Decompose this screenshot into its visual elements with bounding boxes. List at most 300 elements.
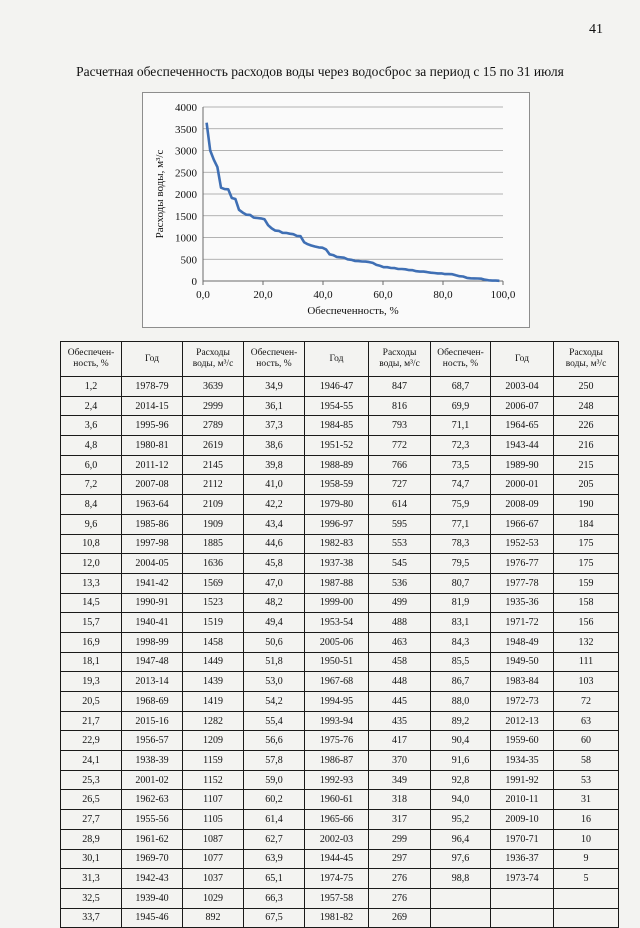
table-row [61,692,619,712]
table-cell: 2015-16 [122,711,183,731]
table-cell: 553 [369,534,431,554]
table-cell: 1972-73 [491,692,554,712]
table-cell: 2999 [183,396,244,416]
table-cell: 97,6 [431,849,491,869]
table-cell: 2109 [183,495,244,515]
table-cell: 297 [369,849,431,869]
table-cell: 55,4 [244,711,305,731]
table-header-text: Год [329,353,344,364]
table-cell: 1999-00 [305,593,369,613]
table-cell: 53 [554,770,619,790]
table-cell: 1909 [183,514,244,534]
table-header-text: Расходы [382,348,417,359]
table-cell: 545 [369,554,431,574]
table-cell: 37,3 [244,416,305,436]
table-cell: 499 [369,593,431,613]
table-row [61,810,619,830]
table-cell: 41,0 [244,475,305,495]
table-cell: 1960-61 [305,790,369,810]
table-cell: 2011-12 [122,455,183,475]
table-cell: 1985-86 [122,514,183,534]
table-cell: 1885 [183,534,244,554]
table-cell: 536 [369,573,431,593]
table-cell: 1159 [183,751,244,771]
table-cell: 1077 [183,849,244,869]
flow-duration-chart [142,92,530,328]
x-tick-label: 20,0 [253,289,273,301]
table-cell: 727 [369,475,431,495]
x-axis-title: Обеспеченность, % [307,305,399,317]
y-tick-label: 0 [191,276,197,288]
table-cell: 1987-88 [305,573,369,593]
table-cell: 1939-40 [122,888,183,908]
table-cell: 25,3 [61,770,122,790]
table-cell: 766 [369,455,431,475]
table-cell: 77,1 [431,514,491,534]
table-cell: 66,3 [244,888,305,908]
table-cell: 1107 [183,790,244,810]
table-cell: 92,8 [431,770,491,790]
table-row [61,436,619,456]
table-cell: 156 [554,613,619,633]
table-cell: 1952-53 [491,534,554,554]
table-cell: 816 [369,396,431,416]
table-cell [554,888,619,908]
table-cell: 184 [554,514,619,534]
table-cell: 1970-71 [491,829,554,849]
table-cell: 1993-94 [305,711,369,731]
table-cell: 86,7 [431,672,491,692]
chart-svg [143,93,529,327]
y-tick-label: 1000 [175,232,197,245]
table-header-text: Обеспечен- [250,348,298,359]
table-cell: 75,9 [431,495,491,515]
table-cell: 2012-13 [491,711,554,731]
table-cell: 1942-43 [122,869,183,889]
table-header-cell [305,342,369,377]
table-header-cell [369,342,431,377]
y-tick-label: 4000 [175,102,197,114]
table-cell: 79,5 [431,554,491,574]
table-cell: 1941-42 [122,573,183,593]
table-cell: 94,0 [431,790,491,810]
table-cell: 60 [554,731,619,751]
table-cell: 1938-39 [122,751,183,771]
table-cell: 62,7 [244,829,305,849]
table-cell: 1105 [183,810,244,830]
document-title: Расчетная обеспеченность расходов воды через водосброс за период с 15 по 31 июля [76,64,564,79]
table-cell: 175 [554,554,619,574]
x-tick-label: 40,0 [313,289,333,301]
table-cell: 1990-91 [122,593,183,613]
table-cell: 445 [369,692,431,712]
table-cell: 88,0 [431,692,491,712]
table-cell: 1988-89 [305,455,369,475]
table-cell: 1087 [183,829,244,849]
table-cell: 1458 [183,632,244,652]
table-cell: 1965-66 [305,810,369,830]
table-cell: 27,7 [61,810,122,830]
table-cell: 205 [554,475,619,495]
table-cell: 1955-56 [122,810,183,830]
y-tick-label: 3500 [175,123,197,136]
table-cell: 1978-79 [122,377,183,397]
table-row [61,908,619,928]
table-header-text: ность, % [256,359,292,369]
table-cell: 2789 [183,416,244,436]
table-cell [491,888,554,908]
table-cell: 614 [369,495,431,515]
table-cell: 1966-67 [491,514,554,534]
table-cell: 59,0 [244,770,305,790]
table-cell: 1971-72 [491,613,554,633]
table-cell: 15,7 [61,613,122,633]
table-cell: 1974-75 [305,869,369,889]
table-cell: 2005-06 [305,632,369,652]
table-cell: 1991-92 [491,770,554,790]
table-row [61,849,619,869]
table-row [61,770,619,790]
table-cell: 215 [554,455,619,475]
table-cell: 2003-04 [491,377,554,397]
table-cell: 32,5 [61,888,122,908]
table-header-text: воды, м³/с [192,359,234,369]
table-row [61,396,619,416]
table-cell: 42,2 [244,495,305,515]
table-cell: 1957-58 [305,888,369,908]
table-cell: 595 [369,514,431,534]
table-cell: 1037 [183,869,244,889]
table-cell: 19,3 [61,672,122,692]
table-cell: 111 [554,652,619,672]
table-row [61,534,619,554]
table-cell: 50,6 [244,632,305,652]
table-cell: 1419 [183,692,244,712]
table-cell: 1936-37 [491,849,554,869]
table-header-text: Год [145,353,159,364]
table-header-cell [244,342,305,377]
table-cell: 1934-35 [491,751,554,771]
table-cell: 81,9 [431,593,491,613]
table-cell: 9 [554,849,619,869]
table-cell: 103 [554,672,619,692]
table-cell: 1982-83 [305,534,369,554]
table-cell: 7,2 [61,475,122,495]
table-cell: 1946-47 [305,377,369,397]
table-row [61,672,619,692]
table-cell: 1935-36 [491,593,554,613]
table-cell: 1989-90 [491,455,554,475]
table-cell: 299 [369,829,431,849]
table-cell: 1950-51 [305,652,369,672]
table-cell: 1944-45 [305,849,369,869]
table-cell: 30,1 [61,849,122,869]
table-cell: 1969-70 [122,849,183,869]
table-body [61,377,619,928]
table-cell: 2013-14 [122,672,183,692]
table-cell: 80,7 [431,573,491,593]
table-cell: 435 [369,711,431,731]
table-cell: 16 [554,810,619,830]
table-row [61,416,619,436]
table-cell: 1,2 [61,377,122,397]
table-cell: 16,9 [61,632,122,652]
table-cell: 1949-50 [491,652,554,672]
table-cell: 96,4 [431,829,491,849]
table-cell: 1992-93 [305,770,369,790]
table-cell: 39,8 [244,455,305,475]
table-cell: 57,8 [244,751,305,771]
x-tick-label: 0,0 [196,289,210,301]
y-tick-label: 2000 [175,189,197,201]
table-cell: 3,6 [61,416,122,436]
table-header-cell [183,342,244,377]
table-cell: 1209 [183,731,244,751]
table-header-text: Расходы [196,348,230,359]
table-row [61,377,619,397]
table-header-text: ность, % [73,359,109,369]
table-cell [431,888,491,908]
table-header-cell [554,342,619,377]
table-cell: 91,6 [431,751,491,771]
table-cell: 1968-69 [122,692,183,712]
table-cell: 72,3 [431,436,491,456]
table-cell: 1569 [183,573,244,593]
table-cell: 1937-38 [305,554,369,574]
table-cell: 463 [369,632,431,652]
table-cell: 5 [554,869,619,889]
table-cell: 1948-49 [491,632,554,652]
table-header-text: Обеспечен- [437,348,484,359]
table-row [61,731,619,751]
table-cell: 417 [369,731,431,751]
table-cell: 8,4 [61,495,122,515]
table-cell: 12,0 [61,554,122,574]
table-header-text: ность, % [442,359,479,369]
table-cell: 2009-10 [491,810,554,830]
table-cell: 1962-63 [122,790,183,810]
table-cell: 269 [369,908,431,928]
table-row [61,711,619,731]
table-cell: 175 [554,534,619,554]
table-row [61,632,619,652]
table-cell: 95,2 [431,810,491,830]
table-row [61,475,619,495]
table-cell: 33,7 [61,908,122,928]
table-cell: 1964-65 [491,416,554,436]
table-row [61,869,619,889]
table-cell: 63 [554,711,619,731]
table-cell: 793 [369,416,431,436]
table-cell: 1998-99 [122,632,183,652]
series-line [207,123,500,281]
table-cell: 28,9 [61,829,122,849]
table-row [61,554,619,574]
table-cell: 2002-03 [305,829,369,849]
table-cell: 1983-84 [491,672,554,692]
table-cell: 847 [369,377,431,397]
table-header-cell [122,342,183,377]
table-cell: 20,5 [61,692,122,712]
table-cell: 318 [369,790,431,810]
table-cell: 1945-46 [122,908,183,928]
table-cell: 488 [369,613,431,633]
table-cell: 1519 [183,613,244,633]
table-cell: 2014-15 [122,396,183,416]
table-cell: 44,6 [244,534,305,554]
table-cell: 26,5 [61,790,122,810]
table-cell: 10 [554,829,619,849]
y-tick-label: 3000 [175,145,197,158]
table-cell: 1980-81 [122,436,183,456]
table-cell [491,908,554,928]
table-cell: 448 [369,672,431,692]
table-cell: 458 [369,652,431,672]
table-cell: 13,3 [61,573,122,593]
table-cell: 317 [369,810,431,830]
table-cell: 1152 [183,770,244,790]
table-cell: 1956-57 [122,731,183,751]
table-cell: 67,5 [244,908,305,928]
table-header-cell [491,342,554,377]
table-row [61,455,619,475]
table-cell: 1282 [183,711,244,731]
table-cell: 248 [554,396,619,416]
table-row [61,514,619,534]
table-cell: 51,8 [244,652,305,672]
table-cell: 9,6 [61,514,122,534]
table-cell: 2,4 [61,396,122,416]
table-cell: 1997-98 [122,534,183,554]
table-cell: 54,2 [244,692,305,712]
table-cell: 63,9 [244,849,305,869]
table-cell: 53,0 [244,672,305,692]
table-cell: 1449 [183,652,244,672]
table-cell: 226 [554,416,619,436]
table-cell: 1994-95 [305,692,369,712]
table-header-cell [61,342,122,377]
table-cell: 1943-44 [491,436,554,456]
table-row [61,573,619,593]
table-cell: 1973-74 [491,869,554,889]
table-cell: 24,1 [61,751,122,771]
table-cell: 45,8 [244,554,305,574]
table-cell: 2619 [183,436,244,456]
table-header-text: воды, м³/с [565,359,607,369]
table-row [61,593,619,613]
table-cell: 1947-48 [122,652,183,672]
table-cell: 71,1 [431,416,491,436]
table-cell [554,908,619,928]
table-cell: 43,4 [244,514,305,534]
table-cell: 1975-76 [305,731,369,751]
table-row [61,751,619,771]
table-cell: 1439 [183,672,244,692]
table-cell: 1995-96 [122,416,183,436]
table-cell: 68,7 [431,377,491,397]
x-tick-label: 60,0 [373,289,393,301]
table-cell: 10,8 [61,534,122,554]
table-cell: 158 [554,593,619,613]
table-cell: 6,0 [61,455,122,475]
table-header-text: Расходы [569,348,603,359]
table-cell: 1963-64 [122,495,183,515]
table-cell: 2145 [183,455,244,475]
table-cell: 2010-11 [491,790,554,810]
table-cell: 47,0 [244,573,305,593]
table-cell: 83,1 [431,613,491,633]
table-row [61,888,619,908]
table-cell: 892 [183,908,244,928]
table-cell: 1996-97 [305,514,369,534]
table-cell: 1981-82 [305,908,369,928]
table-cell: 2004-05 [122,554,183,574]
table-cell: 1958-59 [305,475,369,495]
table-cell: 1967-68 [305,672,369,692]
table-cell: 1976-77 [491,554,554,574]
table-cell: 190 [554,495,619,515]
table-cell: 78,3 [431,534,491,554]
table-cell: 74,7 [431,475,491,495]
table-cell: 2000-01 [491,475,554,495]
table-cell [431,908,491,928]
y-tick-label: 1500 [175,210,197,223]
table-cell: 14,5 [61,593,122,613]
table-cell: 1986-87 [305,751,369,771]
table-cell: 49,4 [244,613,305,633]
table-cell: 1940-41 [122,613,183,633]
table-cell: 1636 [183,554,244,574]
table-cell: 1953-54 [305,613,369,633]
table-cell: 22,9 [61,731,122,751]
table-cell: 21,7 [61,711,122,731]
table-header-row [61,342,619,377]
table-cell: 2112 [183,475,244,495]
y-axis-title: Расходы воды, м³/с [154,149,166,239]
x-tick-label: 100,0 [490,289,516,301]
table-cell: 85,5 [431,652,491,672]
table-cell: 56,6 [244,731,305,751]
table-cell: 3639 [183,377,244,397]
table-cell: 1977-78 [491,573,554,593]
x-tick-label: 80,0 [433,289,453,301]
table-cell: 1984-85 [305,416,369,436]
table-cell: 61,4 [244,810,305,830]
table-row [61,652,619,672]
table-cell: 89,2 [431,711,491,731]
table-cell: 2001-02 [122,770,183,790]
table-cell: 73,5 [431,455,491,475]
table-cell: 2008-09 [491,495,554,515]
table-cell: 90,4 [431,731,491,751]
table-cell: 69,9 [431,396,491,416]
table-cell: 276 [369,869,431,889]
table-cell: 772 [369,436,431,456]
table-cell: 159 [554,573,619,593]
table-cell: 1954-55 [305,396,369,416]
table-cell: 31,3 [61,869,122,889]
table-header-text: воды, м³/с [379,359,420,369]
table-cell: 31 [554,790,619,810]
table-cell: 250 [554,377,619,397]
table-row [61,829,619,849]
table-cell: 276 [369,888,431,908]
table-header-cell [431,342,491,377]
table-cell: 132 [554,632,619,652]
table-cell: 1029 [183,888,244,908]
table-cell: 1951-52 [305,436,369,456]
table-cell: 2006-07 [491,396,554,416]
